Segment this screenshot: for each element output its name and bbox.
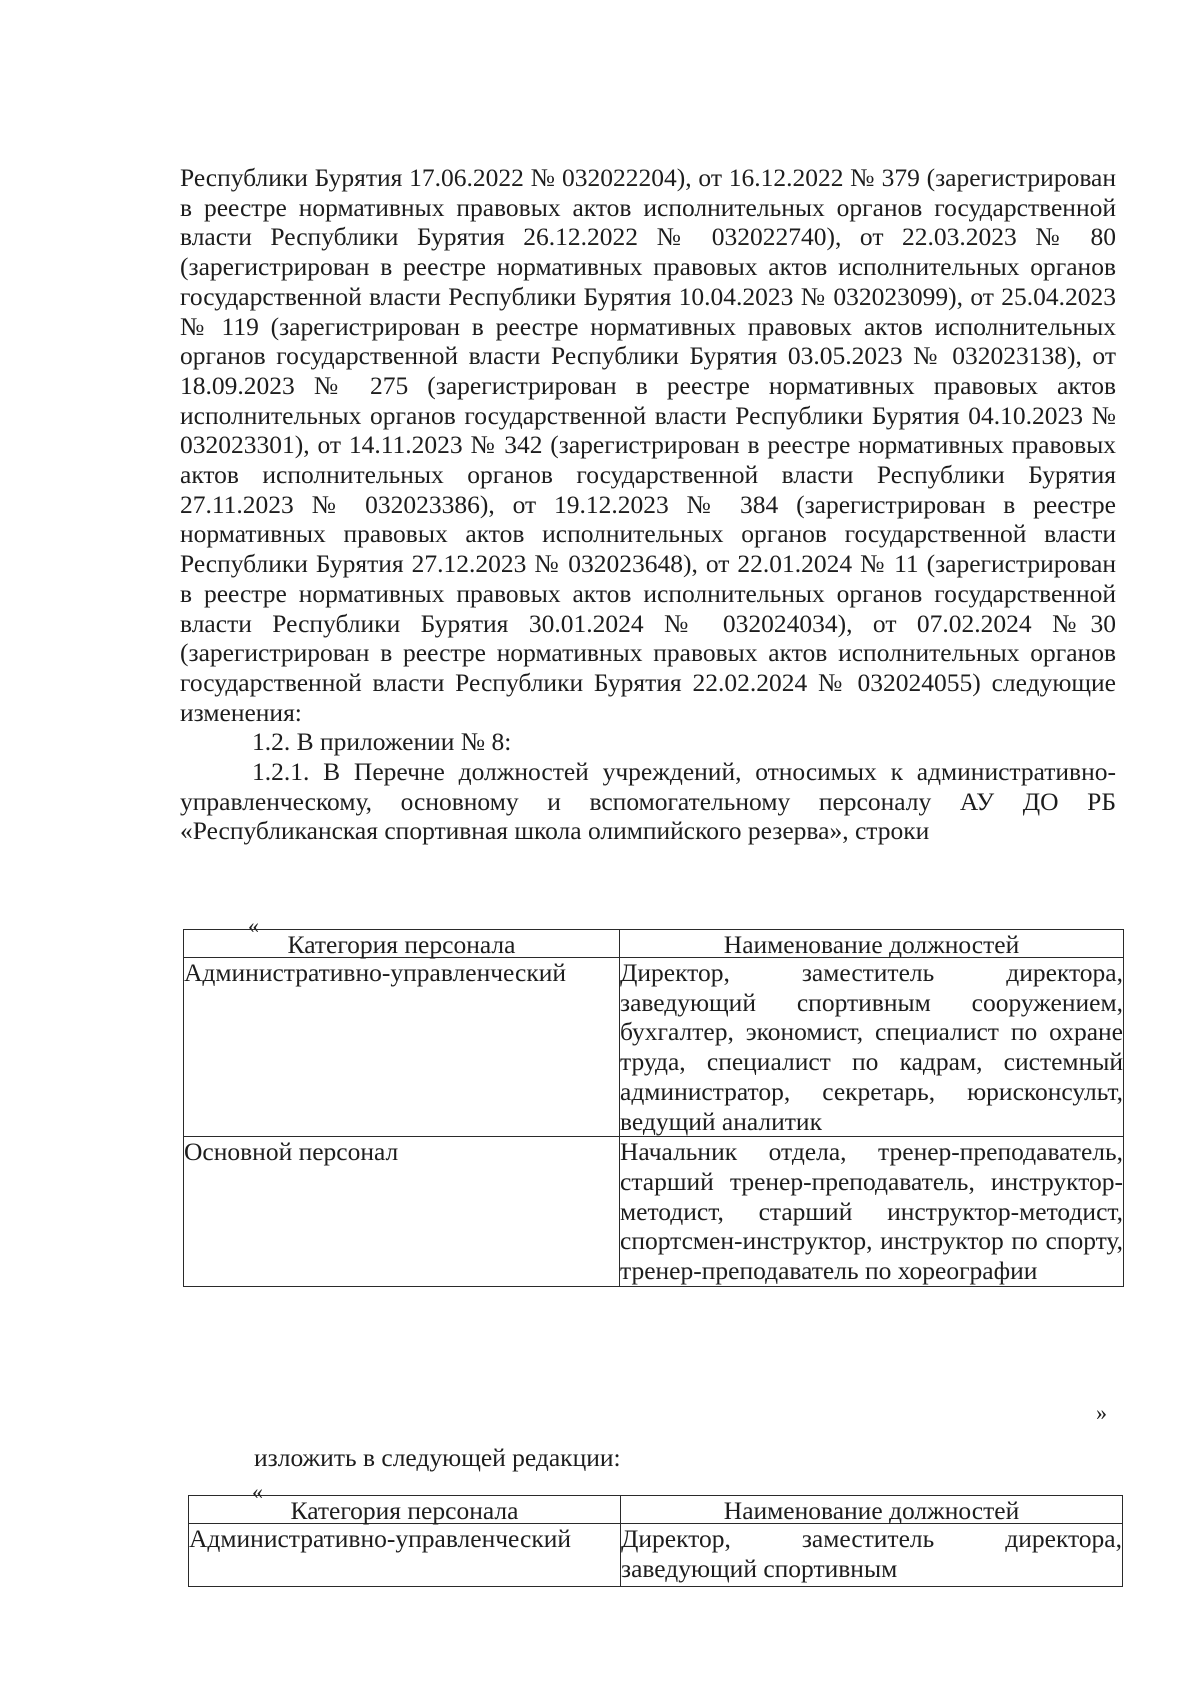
positions-cell: Начальник отдела, тренер-преподаватель, старший тренер-преподаватель, инструктор-методист, старший инструктор-методист, спортсмен-инструктор, инструктор по спорту, тренер-преподаватель по хореографии [620, 1137, 1123, 1286]
staff-category-cell: Административно-управленческий [184, 958, 620, 1137]
closing-quote-mark: » [1096, 1400, 1107, 1425]
positions-cell: Директор, заместитель директора, заведующий спортивным сооружением, бухгалтер, экономист, специалист по охране труда, специалист по кадрам, системный администратор, секретарь, юрисконсульт, ведущий аналитик [620, 958, 1123, 1136]
table-row [184, 958, 1124, 1137]
table-row [189, 1524, 1123, 1587]
column-header-positions: Наименование должностей [620, 930, 1124, 958]
staff-category-cell: Основной персонал [184, 1137, 620, 1287]
opening-quote-mark: « [252, 1479, 263, 1504]
staff-table-revised [188, 1495, 1123, 1587]
staff-category-cell: Административно-управленческий [189, 1524, 621, 1587]
table-row [184, 1137, 1124, 1287]
column-header-category: Категория персонала [189, 1496, 621, 1524]
column-header-category: Категория персонала [184, 930, 620, 958]
staff-table-current [183, 929, 1124, 1287]
clause-1-2-1: 1.2.1. В Перечне должностей учреждений, относимых к административно-управленческому, основному и вспомогательному персоналу АУ ДО РБ «Республиканская спортивная школа олимпийского резерва», строки [180, 757, 1116, 846]
column-header-positions: Наименование должностей [621, 1496, 1123, 1524]
amendments-paragraph: Республики Бурятия 17.06.2022 № 032022204), от 16.12.2022 № 379 (зарегистрирован в реестре нормативных правовых актов исполнительных органов государственной власти Республики Бурятия 26.12.2022 № 032022740), от 22.03.2023 № 80 (зарегистрирован в реестре нормативных правовых актов исполнительных органов государственной власти Республики Бурятия 10.04.2023 № 032023099), от 25.04.2023 № 119 (зарегистрирован в реестре нормативных правовых актов исполнительных органов государственной власти Республики Бурятия 03.05.2023 № 032023138), от 18.09.2023 № 275 (зарегистрирован в реестре нормативных правовых актов исполнительных органов государственной власти Республики Бурятия 04.10.2023 № 032023301), от 14.11.2023 № 342 (зарегистрирован в реестре нормативных правовых актов исполнительных органов государственной власти Республики Бурятия 27.11.2023 № 032023386), от 19.12.2023 № 384 (зарегистрирован в реестре нормативных правовых актов исполнительных органов государственной власти Республики Бурятия 27.12.2023 № 032023648), от 22.01.2024 № 11 (зарегистрирован в реестре нормативных правовых актов исполнительных органов государственной власти Республики Бурятия 30.01.2024 № 032024034), от 07.02.2024 №30 (зарегистрирован в реестре нормативных правовых актов исполнительных органов государственной власти Республики Бурятия 22.02.2024 № 032024055) следующие изменения: [180, 163, 1116, 727]
document-body [180, 163, 1116, 846]
clause-1-2: 1.2. В приложении № 8: [252, 727, 512, 757]
positions-cell: Директор, заместитель директора, заведующий спортивным [621, 1524, 1123, 1587]
revision-lead-text: изложить в следующей редакции: [254, 1443, 621, 1472]
table-header-row [189, 1496, 1123, 1524]
opening-quote-mark: « [248, 913, 259, 938]
table-header-row [184, 930, 1124, 958]
